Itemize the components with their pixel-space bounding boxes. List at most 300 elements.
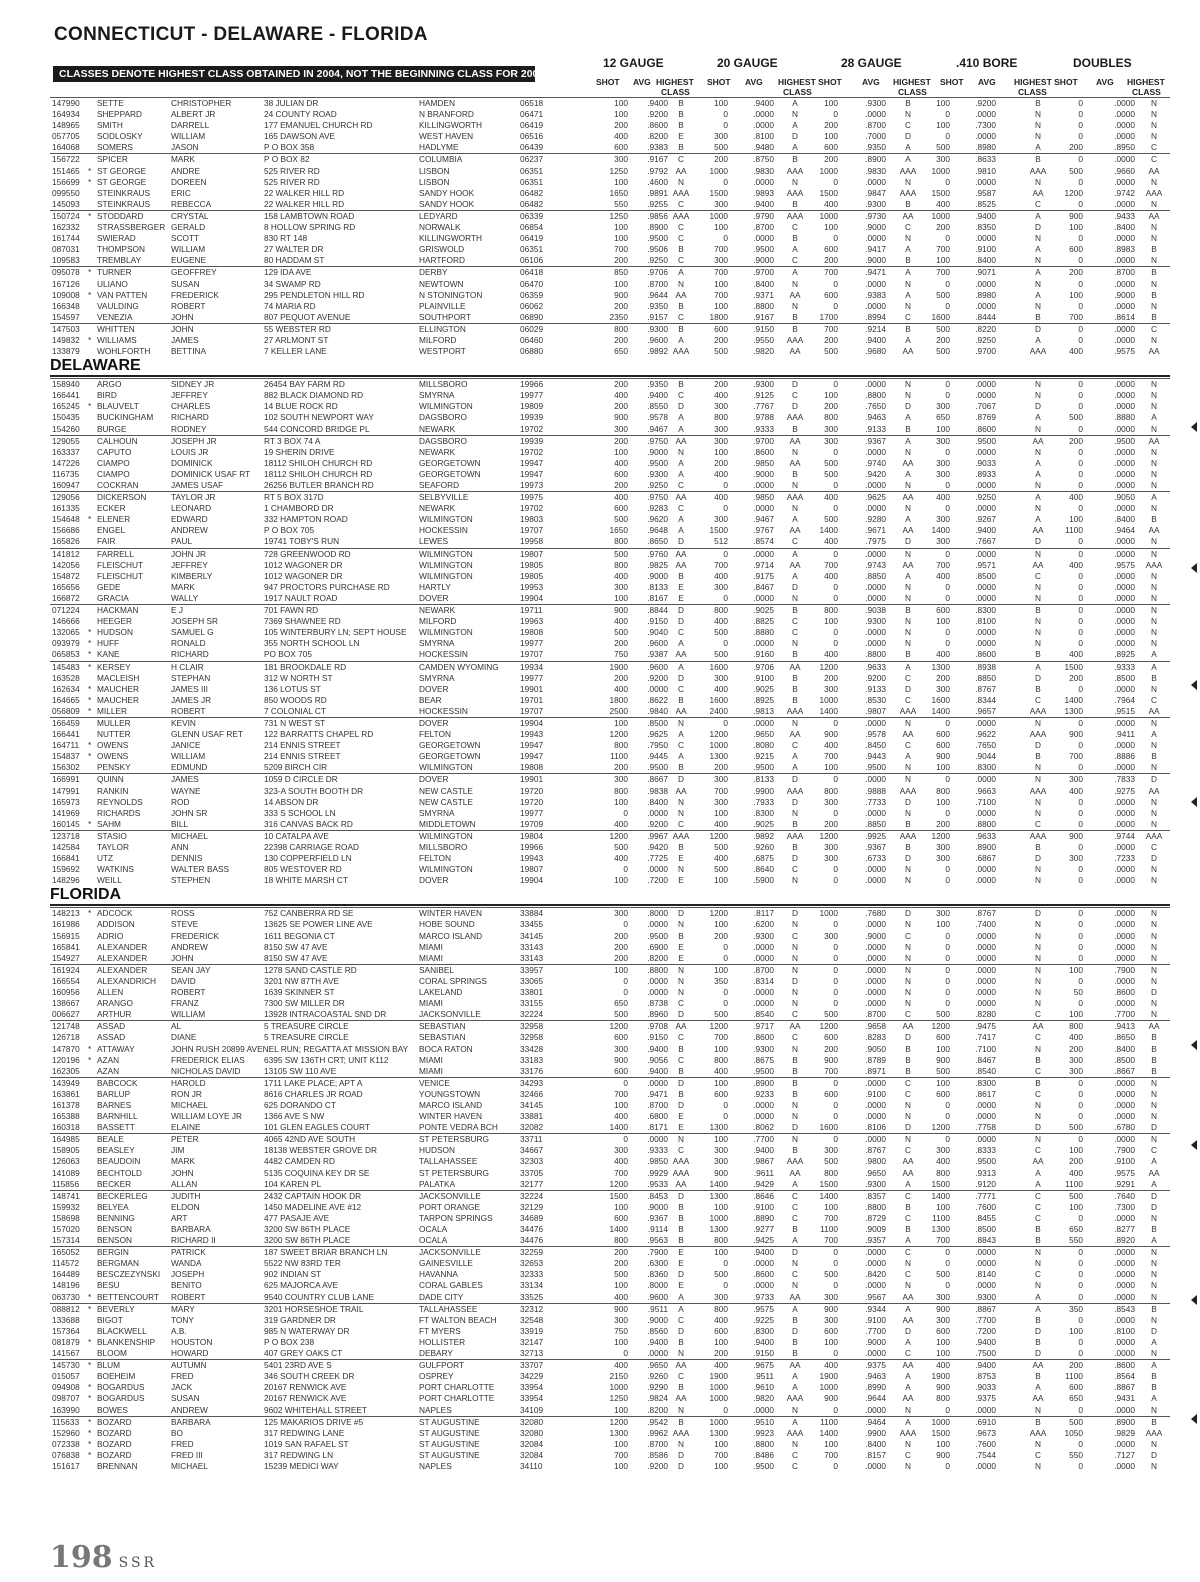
g410-class: AA	[1032, 559, 1044, 570]
dbl-shot: 0	[1078, 1099, 1083, 1110]
g410-shot: 500	[936, 1009, 950, 1020]
g28-avg: .0000	[865, 1280, 886, 1291]
first-name: DAVID	[171, 975, 196, 986]
g410-shot: 0	[945, 379, 950, 390]
g28-shot: 0	[833, 1134, 838, 1145]
g12-class: N	[678, 807, 684, 818]
g12-avg: .8667	[647, 774, 668, 785]
g12-class: N	[678, 987, 684, 998]
street-address: 101 GLEN EAGLES COURT	[264, 1122, 370, 1133]
g12-shot: 500	[614, 842, 628, 852]
g12-avg: .4600	[647, 176, 668, 187]
dbl-shot: 200	[1069, 672, 1083, 683]
g20-shot: 800	[714, 1303, 728, 1314]
last-name: ASSAD	[97, 1032, 126, 1043]
g12-class: D	[678, 1449, 684, 1460]
g410-class: B	[1035, 1371, 1041, 1382]
star-mark: *	[88, 1303, 92, 1314]
g12-avg: .9506	[647, 244, 668, 255]
g20-shot: 0	[723, 1099, 728, 1110]
g410-shot: 300	[936, 154, 950, 165]
g12-shot: 0	[623, 975, 628, 986]
g410-avg: .7758	[975, 1122, 996, 1133]
g12-class: A	[678, 514, 684, 525]
street-address: 38 JULIAN DR	[264, 98, 319, 108]
g20-avg: .7700	[753, 1134, 774, 1145]
g28-avg: .8800	[865, 1201, 886, 1212]
last-name: SMITH	[97, 120, 123, 131]
street-address: 477 PASAJE AVE	[264, 1212, 330, 1223]
table-row	[50, 1032, 1170, 1043]
dbl-shot: 900	[1069, 210, 1083, 221]
g12-avg: .8500	[647, 717, 668, 728]
last-name: STODDARD	[97, 210, 144, 221]
street-address: 1019 SAN RAFAEL ST	[264, 1438, 349, 1449]
g28-avg: .9050	[865, 1043, 886, 1054]
g28-shot: 400	[824, 649, 838, 660]
g410-class: A	[1035, 244, 1041, 255]
street-address: 850 WOODS RD	[264, 694, 327, 705]
g20-shot: 0	[723, 503, 728, 514]
first-name: JAMES III	[171, 683, 208, 694]
dbl-avg: .0000	[1114, 796, 1135, 807]
g12-shot: 100	[614, 1099, 628, 1110]
g12-avg: .6800	[647, 1111, 668, 1122]
g410-shot: 500	[936, 346, 950, 357]
street-address: 158 LAMBTOWN ROAD	[264, 210, 355, 221]
last-name: BRENNAN	[97, 1460, 138, 1471]
g20-shot: 100	[714, 222, 728, 233]
dbl-class: N	[1151, 1134, 1157, 1145]
table-row	[50, 1371, 1170, 1382]
table-row	[50, 323, 1170, 335]
g28-class: C	[905, 672, 911, 683]
dbl-avg: .0000	[1114, 1111, 1135, 1122]
street-address: 26454 BAY FARM RD	[264, 379, 345, 390]
last-name: ECKER	[97, 503, 126, 514]
g12-class: D	[678, 1269, 684, 1280]
dbl-class: N	[1151, 176, 1157, 187]
g12-class: C	[678, 683, 684, 694]
dbl-class: N	[1151, 975, 1157, 986]
g20-class: B	[792, 818, 798, 829]
highest-header: HIGHEST	[893, 77, 931, 87]
g20-shot: 200	[714, 1348, 728, 1359]
g12-avg: .9600	[647, 334, 668, 345]
g12-shot: 800	[614, 559, 628, 570]
first-name: E J	[171, 605, 183, 616]
last-name: ARTHUR	[97, 1009, 132, 1020]
dbl-avg: .0000	[1114, 952, 1135, 963]
g410-avg: .0000	[975, 1134, 996, 1145]
dbl-shot: 600	[1069, 1382, 1083, 1393]
dbl-shot: 0	[1078, 570, 1083, 581]
city: DAGSBORO	[419, 435, 467, 446]
street-address: 5135 COQUINA KEY DR SE	[264, 1167, 370, 1178]
g410-avg: .7100	[975, 796, 996, 807]
g12-class: AAA	[672, 187, 690, 198]
g20-avg: .9333	[753, 423, 774, 434]
dbl-avg: .8886	[1114, 751, 1135, 762]
dbl-shot: 100	[1069, 1325, 1083, 1336]
g20-shot: 1300	[709, 1190, 728, 1201]
star-mark: *	[88, 165, 92, 176]
g28-class: D	[905, 683, 911, 694]
g28-avg: .9743	[865, 559, 886, 570]
member-id: 071224	[52, 605, 80, 616]
g28-shot: 100	[824, 222, 838, 233]
g12-class: AAA	[672, 1167, 690, 1178]
g20-class: A	[792, 98, 798, 108]
g12-shot: 600	[614, 503, 628, 514]
last-name: BELYEA	[97, 1201, 129, 1212]
table-row	[50, 120, 1170, 131]
g20-avg: .9167	[753, 311, 774, 322]
zip-code: 19973	[520, 480, 544, 490]
g20-avg: .9300	[753, 379, 774, 390]
zip-code: 19702	[520, 423, 544, 434]
dbl-avg: .9829	[1114, 1427, 1135, 1438]
first-name: SUSAN	[171, 1393, 200, 1404]
g410-shot: 600	[936, 740, 950, 751]
g410-avg: .9663	[975, 785, 996, 796]
g410-shot: 300	[936, 1291, 950, 1302]
g20-class: N	[792, 717, 798, 728]
g20-class: C	[792, 1032, 798, 1043]
g28-avg: .8420	[865, 1269, 886, 1280]
g20-class: N	[792, 1111, 798, 1122]
g20-avg: .8890	[753, 1212, 774, 1223]
first-name: ART	[171, 1212, 188, 1223]
avg-header: AVG	[978, 77, 996, 87]
dbl-avg: .8900	[1114, 1416, 1135, 1427]
g28-class: B	[905, 423, 911, 434]
g410-class: N	[1035, 480, 1041, 490]
state-heading: FLORIDA	[50, 886, 1170, 906]
table-row	[50, 346, 1170, 357]
first-name: FRED	[171, 1371, 194, 1382]
g410-avg: .8525	[975, 198, 996, 209]
first-name: EUGENE	[171, 255, 207, 266]
city: SEAFORD	[419, 480, 460, 490]
highest-header: HIGHEST	[656, 77, 694, 87]
g20-shot: 0	[723, 109, 728, 120]
g20-shot: 500	[714, 627, 728, 638]
member-id: 166348	[52, 300, 80, 311]
g28-shot: 0	[833, 1460, 838, 1471]
g410-shot: 1000	[931, 1416, 950, 1427]
g12-avg: .8586	[647, 1449, 668, 1460]
g410-class: N	[1035, 975, 1041, 986]
table-row	[50, 491, 1170, 503]
first-name: WILLIAM	[171, 751, 206, 762]
member-id: 148296	[52, 875, 80, 886]
zip-code: 34145	[520, 930, 544, 941]
g410-avg: .7500	[975, 1348, 996, 1359]
first-name: WAYNE	[171, 785, 201, 796]
zip-code: 32713	[520, 1348, 544, 1359]
dbl-class: B	[1151, 1054, 1157, 1065]
g12-shot: 200	[614, 952, 628, 963]
dbl-avg: .0000	[1114, 998, 1135, 1009]
g410-class: N	[1035, 1460, 1041, 1471]
first-name: LEONARD	[171, 503, 212, 514]
g28-class: C	[905, 1212, 911, 1223]
g12-class: AA	[675, 1021, 687, 1032]
g12-shot: 400	[614, 131, 628, 142]
zip-code: 32147	[520, 1336, 544, 1347]
g20-avg: .9300	[753, 1043, 774, 1054]
g28-shot: 600	[824, 1325, 838, 1336]
last-name: NUTTER	[97, 729, 131, 740]
g20-class: N	[792, 952, 798, 963]
table-row	[50, 661, 1170, 673]
g410-class: A	[1035, 468, 1041, 479]
star-mark: *	[88, 210, 92, 221]
street-address: 3201 HORSESHOE TRAIL	[264, 1303, 364, 1314]
member-id: 146666	[52, 616, 80, 627]
g20-class: B	[792, 1224, 798, 1234]
zip-code: 32312	[520, 1303, 544, 1314]
city: DOVER	[419, 592, 449, 603]
g410-avg: .7667	[975, 536, 996, 547]
g12-avg: .8560	[647, 1325, 668, 1336]
g20-avg: .0000	[753, 998, 774, 1009]
g28-avg: .0000	[865, 446, 886, 457]
dbl-class: B	[1151, 267, 1157, 278]
g12-class: B	[678, 142, 684, 153]
g20-shot: 500	[714, 842, 728, 852]
dbl-shot: 0	[1078, 255, 1083, 266]
last-name: SOMERS	[97, 142, 133, 153]
g28-class: B	[905, 198, 911, 209]
g20-shot: 0	[723, 952, 728, 963]
g12-avg: .9840	[647, 705, 668, 716]
g20-class: B	[792, 1348, 798, 1359]
g28-class: B	[905, 1054, 911, 1065]
table-row	[50, 942, 1170, 953]
street-address: 130 COPPERFIELD LN	[264, 853, 352, 864]
last-name: ALEXANDER	[97, 952, 148, 963]
g20-class: N	[792, 987, 798, 998]
g12-class: D	[678, 605, 684, 616]
g28-class: N	[905, 987, 911, 998]
g20-avg: .7933	[753, 796, 774, 807]
g20-shot: 1500	[709, 187, 728, 198]
g28-avg: .9133	[865, 683, 886, 694]
g410-shot: 0	[945, 998, 950, 1009]
margin-arrow-icon	[1191, 1140, 1197, 1150]
g20-class: N	[792, 1258, 798, 1269]
state-heading: DELAWARE	[50, 357, 1170, 377]
table-row	[50, 1428, 1170, 1439]
city: HAMDEN	[419, 98, 455, 108]
g12-shot: 700	[614, 1449, 628, 1460]
g28-shot: 1700	[819, 311, 838, 322]
g12-shot: 100	[614, 1438, 628, 1449]
street-address: 985 N WATERWAY DR	[264, 1325, 350, 1336]
shot-header: SHOT	[596, 77, 620, 87]
g410-class: D	[1035, 672, 1041, 683]
g12-class: D	[678, 908, 684, 919]
g20-class: A	[792, 548, 798, 559]
g410-avg: .0000	[975, 446, 996, 457]
dbl-class: N	[1151, 952, 1157, 963]
g28-class: A	[905, 435, 911, 446]
g28-shot: 700	[824, 1065, 838, 1076]
table-row	[50, 153, 1170, 165]
g28-shot: 1400	[819, 705, 838, 716]
table-row	[50, 548, 1170, 560]
first-name: FRANZ	[171, 998, 199, 1009]
g410-shot: 0	[945, 1258, 950, 1269]
g410-avg: .0000	[975, 717, 996, 728]
g20-shot: 0	[723, 233, 728, 244]
dbl-class: N	[1151, 1269, 1157, 1280]
dbl-class: AA	[1148, 210, 1160, 221]
g410-class: N	[1035, 919, 1041, 930]
dbl-shot: 0	[1078, 581, 1083, 592]
g12-avg: .9750	[647, 492, 668, 503]
g20-class: N	[792, 1134, 798, 1145]
g20-avg: .9215	[753, 751, 774, 762]
dbl-shot: 500	[1069, 165, 1083, 176]
zip-code: 32177	[520, 1178, 544, 1189]
last-name: BECKERLEG	[97, 1190, 148, 1201]
g410-class: AAA	[1029, 705, 1047, 716]
first-name: JUDITH	[171, 1190, 201, 1201]
g12-shot: 300	[614, 423, 628, 434]
g28-avg: .9730	[865, 210, 886, 221]
member-id: 160947	[52, 480, 80, 490]
g20-class: A	[792, 514, 798, 525]
table-row	[50, 1382, 1170, 1393]
zip-code: 06351	[520, 165, 544, 176]
g28-avg: .9471	[865, 267, 886, 278]
first-name: BO	[171, 1427, 183, 1438]
city: CORAL SPRINGS	[419, 975, 487, 986]
city: KILLINGWORTH	[419, 120, 483, 131]
g410-shot: 0	[945, 503, 950, 514]
member-id: 087031	[52, 244, 80, 255]
first-name: GEOFFREY	[171, 267, 217, 278]
city: DADE CITY	[419, 1291, 464, 1302]
dbl-shot: 0	[1078, 120, 1083, 131]
street-address: 1917 NAULT ROAD	[264, 592, 338, 603]
zip-code: 33455	[520, 919, 544, 930]
g410-shot: 100	[936, 919, 950, 930]
dbl-shot: 0	[1078, 627, 1083, 638]
g28-avg: .0000	[865, 919, 886, 930]
dbl-shot: 0	[1078, 379, 1083, 390]
g12-class: N	[678, 796, 684, 807]
city: LAKELAND	[419, 987, 463, 998]
g28-class: B	[905, 255, 911, 266]
g20-shot: 100	[714, 1438, 728, 1449]
g410-class: N	[1035, 930, 1041, 941]
g410-shot: 0	[945, 627, 950, 638]
g410-class: N	[1035, 503, 1041, 514]
last-name: ALEXANDER	[97, 941, 148, 952]
dbl-shot: 1100	[1065, 525, 1083, 536]
g410-class: N	[1035, 120, 1041, 131]
g28-avg: .7650	[865, 401, 886, 412]
table-row	[50, 335, 1170, 346]
dbl-class: N	[1151, 423, 1157, 434]
zip-code: 19939	[520, 412, 544, 423]
g20-avg: .9790	[753, 210, 774, 221]
member-id: 165826	[52, 536, 80, 547]
g410-class: A	[1035, 1178, 1041, 1189]
last-name: BECKER	[97, 1178, 132, 1189]
g20-class: D	[792, 796, 798, 807]
g28-avg: .9463	[865, 412, 886, 423]
g28-avg: .9000	[865, 222, 886, 233]
dbl-shot: 200	[1069, 1043, 1083, 1054]
dbl-shot: 650	[1069, 1393, 1083, 1404]
g12-class: B	[678, 1088, 684, 1099]
g28-shot: 0	[833, 1348, 838, 1359]
g28-shot: 1000	[819, 165, 838, 176]
g20-class: AA	[789, 1291, 801, 1302]
street-address: 6395 SW 136TH CRT; UNIT K112	[264, 1054, 389, 1065]
star-mark: *	[88, 705, 92, 716]
g20-avg: .8640	[753, 864, 774, 875]
dbl-avg: .0000	[1114, 109, 1135, 120]
g12-class: B	[678, 842, 684, 852]
g410-avg: .0000	[975, 987, 996, 998]
member-id: 109008	[52, 289, 80, 300]
zip-code: 19711	[520, 605, 543, 616]
member-id: 147990	[52, 98, 80, 108]
g28-class: AAA	[899, 830, 917, 841]
g410-class: A	[1035, 334, 1041, 345]
g28-avg: .8400	[865, 1438, 886, 1449]
last-name: MILLER	[97, 705, 127, 716]
g12-avg: .9500	[647, 457, 668, 468]
member-id: 164985	[52, 1134, 80, 1145]
g28-class: B	[905, 1224, 911, 1234]
g410-class: AA	[1032, 1021, 1044, 1032]
g28-shot: 800	[824, 785, 838, 796]
dbl-class: N	[1151, 1009, 1157, 1020]
g28-avg: .0000	[865, 975, 886, 986]
g12-avg: .8133	[647, 581, 668, 592]
g20-avg: .9820	[753, 1393, 774, 1404]
g20-shot: 300	[714, 796, 728, 807]
g28-class: B	[905, 842, 911, 852]
last-name: BLANKENSHIP	[97, 1336, 156, 1347]
g410-avg: .8753	[975, 1371, 996, 1382]
g410-shot: 1500	[931, 187, 950, 198]
member-id: 165245	[52, 401, 80, 412]
g20-class: B	[792, 842, 798, 852]
dbl-avg: .7900	[1114, 1145, 1135, 1156]
city: NEWARK	[419, 503, 456, 514]
table-row	[50, 953, 1170, 964]
g410-class: AAA	[1029, 346, 1047, 357]
street-address: 5522 NW 83RD TER	[264, 1258, 341, 1269]
city: FT MYERS	[419, 1325, 461, 1336]
dbl-class: A	[1151, 729, 1157, 740]
g410-avg: .0000	[975, 109, 996, 120]
dbl-class: B	[1151, 1382, 1157, 1393]
g20-class: A	[792, 120, 798, 131]
member-id: 063730	[52, 1291, 80, 1302]
g12-class: C	[678, 154, 684, 165]
zip-code: 19707	[520, 705, 544, 716]
g12-shot: 900	[614, 1054, 628, 1065]
